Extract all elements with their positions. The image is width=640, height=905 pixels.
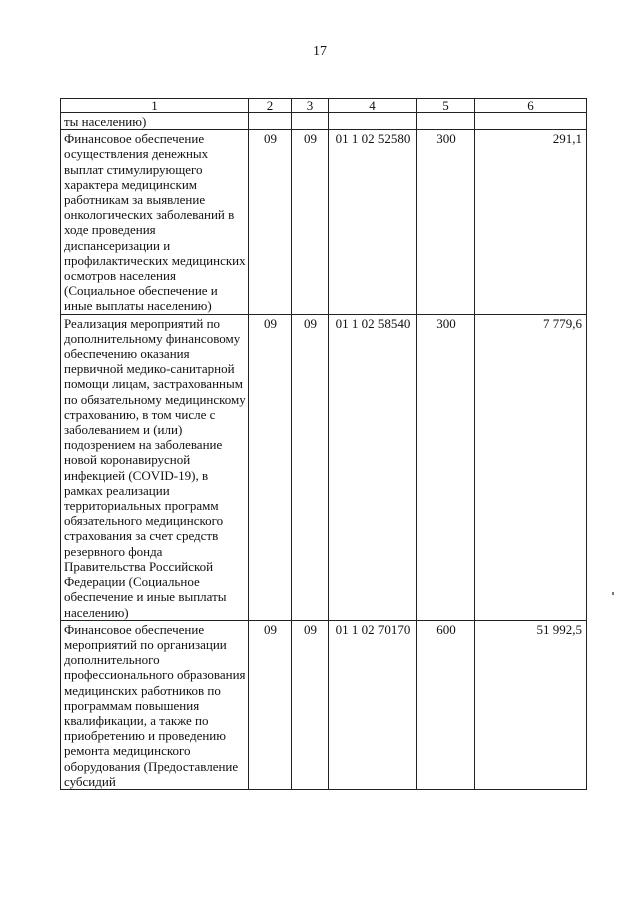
row-name-cell: Финансовое обеспечение мероприятий по организации дополнительного профессионального образования медицинских работников по программам повышения квалификации, а также по приобретению и проведению ремонта медицинского оборудования (Предоставление субсидий <box>61 620 249 789</box>
row-amount-cell: 291,1 <box>475 130 587 314</box>
header-cell-6: 6 <box>475 99 587 113</box>
row-amount-cell: 7 779,6 <box>475 314 587 620</box>
page-number: 17 <box>313 44 327 59</box>
scan-speck <box>612 592 614 595</box>
row-target-code-cell: 01 1 02 70170 <box>329 620 417 789</box>
row-expense-type-cell: 600 <box>417 620 475 789</box>
row-expense-type-cell: 300 <box>417 130 475 314</box>
table-header-row <box>61 99 587 113</box>
row-expense-type-cell: 300 <box>417 314 475 620</box>
header-cell-3: 3 <box>292 99 329 113</box>
row-name-cell: Реализация мероприятий по дополнительному финансовому обеспечению оказания первичной медико-санитарной помощи лицам, застрахованным по обязательному медицинскому страхованию, в том числе с заболеванием и (или) подозрением на заболевание новой коронавирусной инфекцией (COVID-19), в рамках реализации территориальных программ обязательного медицинского страхования за счет средств резервного фонда Правительства Российской Федерации (Социальное обеспечение и иные выплаты населению) <box>61 314 249 620</box>
row-section-cell <box>249 113 292 130</box>
header-cell-2: 2 <box>249 99 292 113</box>
budget-table <box>60 98 587 790</box>
table-row <box>61 314 587 620</box>
row-subsection-cell: 09 <box>292 130 329 314</box>
row-name-cell: Финансовое обеспечение осуществления денежных выплат стимулирующего характера медицинским работникам за выявление онкологических заболеваний в ходе проведения диспансеризации и профилактических медицинских осмотров населения (Социальное обеспечение и иные выплаты населению) <box>61 130 249 314</box>
row-target-code-cell: 01 1 02 58540 <box>329 314 417 620</box>
row-subsection-cell <box>292 113 329 130</box>
row-section-cell: 09 <box>249 620 292 789</box>
header-cell-1: 1 <box>61 99 249 113</box>
row-target-code-cell: 01 1 02 52580 <box>329 130 417 314</box>
row-target-code-cell <box>329 113 417 130</box>
table-row <box>61 130 587 314</box>
row-section-cell: 09 <box>249 130 292 314</box>
row-name-cell: ты населению) <box>61 113 249 130</box>
table-row <box>61 620 587 789</box>
table-row <box>61 113 587 130</box>
row-section-cell: 09 <box>249 314 292 620</box>
header-cell-4: 4 <box>329 99 417 113</box>
row-subsection-cell: 09 <box>292 620 329 789</box>
row-subsection-cell: 09 <box>292 314 329 620</box>
header-cell-5: 5 <box>417 99 475 113</box>
row-expense-type-cell <box>417 113 475 130</box>
row-amount-cell <box>475 113 587 130</box>
row-amount-cell: 51 992,5 <box>475 620 587 789</box>
